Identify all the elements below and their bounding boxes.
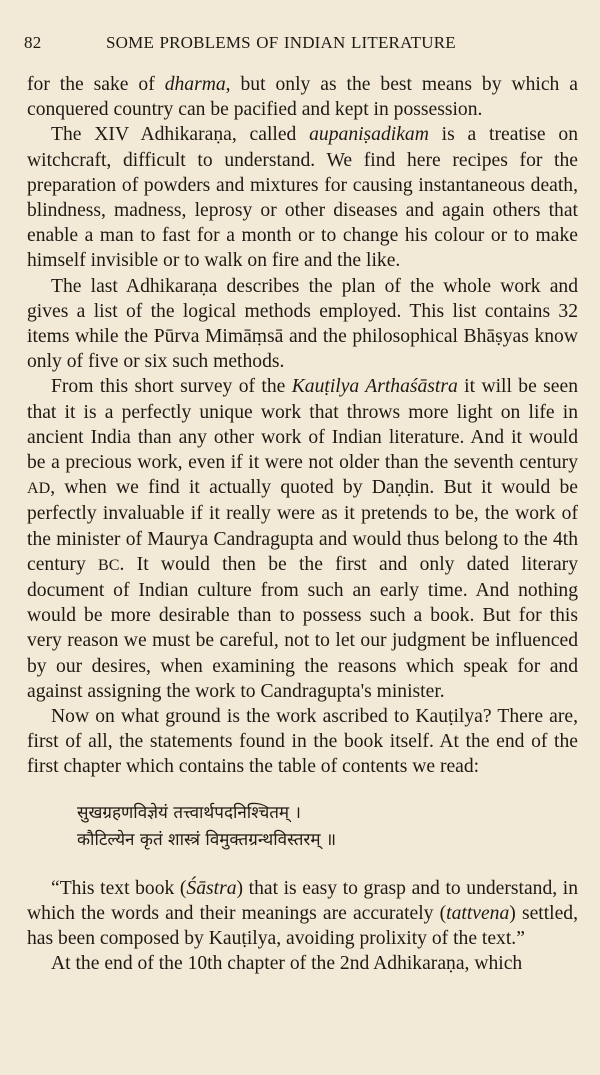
text-run: it will be seen that it is a perfectly unique work that throws more light on life in ancient India than any other work of Indian literature. And it would be a precious work, even if it were not older than the seventh century <box>27 376 578 474</box>
sanskrit-verse <box>77 800 578 854</box>
paragraph-6 <box>27 951 578 976</box>
text-run: At the end of the 10th chapter of the 2nd Adhikaraṇa, which <box>51 953 523 975</box>
page-header <box>24 33 576 57</box>
paragraph-1 <box>27 72 578 122</box>
text-run: The XIV Adhikaraṇa, called <box>51 124 310 146</box>
text-run: ) that is easy to grasp and to understand, in which the words and their meanings are accurately ( <box>27 877 578 924</box>
text-run: ) settled, has been composed by Kauṭilya, avoiding prolixity of the text.” <box>27 902 579 950</box>
italic-term: Śāstra <box>186 877 237 899</box>
page-body <box>27 72 578 977</box>
text-run: “This text book ( <box>51 877 187 899</box>
verse-translation <box>27 876 578 952</box>
italic-term: Kauṭilya Arthaśāstra <box>291 376 458 398</box>
text-run: , when we find it actually quoted by Daṇḍin. But it would be perfectly invaluable if it really were as it pretends to be, the work of the minister of Maurya Candragupta and would thus belong to the 4th century <box>27 477 578 575</box>
text-run: is a treatise on witchcraft, difficult to understand. We find here recipes for the preparation of powders and mixtures for causing instantaneous death, blindness, madness, leprosy or other diseases and again others that enable a man to fast for a month or to change his colour or to make himself invisible or to walk on fire and the like. <box>27 124 578 272</box>
paragraph-5 <box>27 704 578 780</box>
text-run: The last Adhikaraṇa describes the plan of the whole work and gives a list of the logical methods employed. This list contains 32 items while the Pūrva Mimāṃsā and the philosophical Bhāṣyas know only of five or six such methods. <box>27 275 578 373</box>
italic-term: aupaniṣadikam <box>309 124 429 146</box>
paragraph-4 <box>27 374 578 704</box>
page-number: 82 <box>24 33 42 52</box>
italic-term: dharma <box>164 74 226 95</box>
paragraph-3 <box>27 274 578 375</box>
text-run: for the sake of <box>27 74 165 95</box>
running-title: SOME PROBLEMS OF INDIAN LITERATURE <box>106 33 456 52</box>
text-run: . It would then be the first and only dated literary document of Indian culture from such an early time. And nothing would be more desirable than to possess such a book. But for this very reason we must be careful, not to let our judgment be influenced by our desires, when examining the reasons which speak for and against assigning the work to Candragupta's minister. <box>27 553 578 702</box>
era-abbreviation: AD <box>27 480 51 498</box>
text-run: From this short survey of the <box>51 376 292 398</box>
verse-line-1: सुखग्रहणविज्ञेयं तत्त्वार्थपदनिश्चितम् । <box>77 802 301 823</box>
era-abbreviation: BC <box>98 556 120 574</box>
italic-term: tattvena <box>446 902 510 924</box>
verse-line-2: कौटिल्येन कृतं शास्त्रं विमुक्तग्रन्थविस्तरम् ॥ <box>77 829 337 850</box>
text-run: Now on what ground is the work ascribed to Kauṭilya? There are, first of all, the statements found in the book itself. At the end of the first chapter which contains the table of contents we read: <box>27 706 578 778</box>
text-run: , but only as the best means by which a conquered country can be pacified and kept in possession. <box>27 74 578 121</box>
paragraph-2 <box>27 122 578 273</box>
